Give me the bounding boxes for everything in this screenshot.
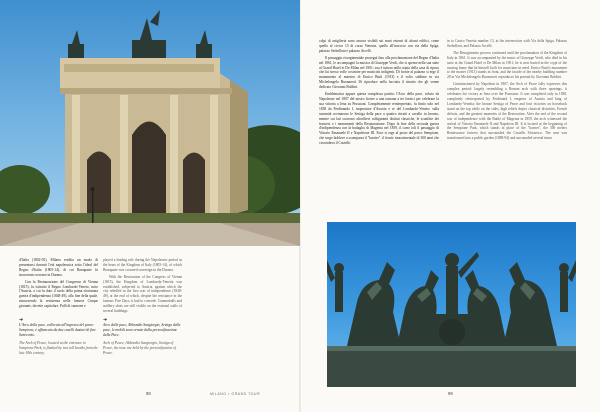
arrow-right-icon: ➜ <box>103 318 108 323</box>
page-number: 99 <box>448 391 453 396</box>
chariot-sculpture-illustration <box>327 222 576 387</box>
arch-of-peace-photo <box>0 0 300 246</box>
caption-english: Arch of Peace, Abbondio Sangiorgio, Sestiga of Peace, the nose are held by the personification of Peace. <box>103 341 176 355</box>
arch-of-peace-illustration <box>0 0 300 246</box>
paragraph: played a leading role during the Napoleonic period as the heart of the Kingdom of Italy (1805-14), of which Bonaparte was crowned sovereign in the Duomo. <box>103 258 182 272</box>
caption-arch <box>19 318 98 359</box>
arrow-up-icon: ➜ <box>19 318 24 323</box>
right-col-english <box>447 39 567 143</box>
chariot-sculpture-photo <box>327 222 576 387</box>
right-col-italian <box>319 39 439 148</box>
caption-english: The Arch of Peace, located at the entrance to Sempione Park, is flanked by two toll booths from the late 18th century. <box>19 341 98 355</box>
left-col-english <box>103 258 182 316</box>
paragraph: Il passaggio risorgimentale proseguì fino alla proclamazione del Regno d'Italia nel 1861, le accompagnò la musica di Giuseppe Verdi, che si spense nella sua suite al Grand Hotel et De Milan nel 1901: sua è tuttora nella cripta della casa di riposo che lui stesso volle costruire per musicisti indigenti. Di fronte al palazzo si erge il monumento al maestro di Enrico Butti (1913) e il volto sublime in via Michelangelo Buonarroti 36 riproduce nella facciata il ritratto che gli venne dedicato Giovanni Boldini. <box>319 55 439 90</box>
paragraph: Commissioned by Napoleon in 1807, the Arch of Peace fully expresses this complex period: largely resembling a Roman arch with three openings, it celebrates his victory at Jena over the Prussians. It was completed only in 1838, completely reinterpreted by Ferdinand I, emperor of Austria and king of Lombardy-Venetia: the bronze Sestiga of Peace and four victories on horseback stand on the top while on the sides, high reliefs depict classical divinities, French defeats, and the greatest moments of the Restoration. After the end of the second war of independence with the Battle of Magenta in 1859, the arch witnessed the arrival of Vittorio Emanuele II and Napoleon III. It is located at the beginning of the Sempione Park, which stands in place of the "barrier", the 300 meters Renaissance fortress that surrounded the Castello Sforzesco. The area was transformed into a public garden (1888-94) and surrounded several times <box>447 82 567 141</box>
paragraph: With the Restoration of the Congress of Vienna (1815), the Kingdom of Lombardy-Venetia was established, subjected to Austria, against which the city rebelled in the first war of independence (1848-49), at the end of which, despite the resistance in the famous Five Days, it had to concede. Cannonballs and artillery shots are still visible on the external walls of several buildings. <box>103 274 182 314</box>
running-footer: MILANO • GRAND TOUR <box>210 392 261 396</box>
caption-italian: Arco della pace, Abbondio Sangiorgio, Sestiga della pace, le mobili sono ornate dalla personificazione della Pace. <box>103 323 181 337</box>
paragraph: Emblematica appare questa complessa partita: l'Arco della pace, voluto da Napoleone nel 1807 del nostro fiorire a una romana a tre fornici per celebrare la sua vittoria a Jena su Prussiani. Completamente reinterpretato, fu finito solo nel 1838 da Ferdinando I, imperatore d'Austria e re del Lombardo-Veneto: sulla sommità rovinarono le Sestiga della pace a quattro ritratti a cavallo in bronzo, mentre sui lati scorrono altorilievi raffiguranti distinti classiche, le sconfitte dei francesi e i monumenti della Restaurazione. Dopo la fine della seconda guerra d'indipendenza con la battaglia di Magenta nel 1859, il carro tolì il passaggio di Vittorio Emanuele II e Napoleone III. Esso si erge al posto del parco Sempione, che sorge laddove a scomparsa il "barrier". il fronte rinascimentale di 300 anni che circondava il Castello <box>319 92 439 146</box>
page-number: 98 <box>146 391 151 396</box>
paragraph: in to Castro Venetia number 13, at the intersection with Via della Spiga, Palazzo Serbelloni, and Palazzo Arcelli. <box>447 39 567 48</box>
left-col-italian <box>19 258 98 311</box>
caption-chariot <box>103 318 182 359</box>
paragraph: Con la Restaurazione del Congresso di Vienna (1815), fu istituito il Regno Lombardo-Veneto, sotto l'Austria, a cui fu dato il ruolo della prima sfortunata guerra d'indipendenza (1848-49), alla fine della quale, rimuovendo la resistenza nelle famose Cinque giornate, dovette capitolare. Palli di cannone e <box>19 279 98 309</box>
paragraph: The Risorgimento process continued until the proclamation of the Kingdom of Italy in 1861. It was accompanied by the music of Giuseppe Verdi, who died in his suite at the Grand Hotel et De Milan in 1901; he is now buried in the crypt of the nursing home that he himself built for musicians in need. Enrico Butti's monument to the master (1913) stands in front, and the facade of the nearby building number 28 in Via Michelangelo Buonarroti reproduces his portrait by Giovanni Boldini. <box>447 50 567 80</box>
paragraph: d'Italia (1802-05), Milano eredita un modo di presentarsi davanti l'età napoleonica sotto l'ideal del Regno d'Italia (1805-14), di cui Bonaparte fu incoronato sovrano in Duomo. <box>19 258 98 277</box>
paragraph: colpi di artiglieria sono ancora visibili sui muri esterni di alcuni edifici, come quello al civico 13 di corso Venezia, quello all'incrocio con via della Spiga, palazzo Serbelloni e palazzo Arcelli. <box>319 39 439 53</box>
caption-italian: L'Arco della pace, collocato all'ingresso del parco Sempione, è affiancato da due caselli daziari di fine Settecento. <box>19 323 96 337</box>
